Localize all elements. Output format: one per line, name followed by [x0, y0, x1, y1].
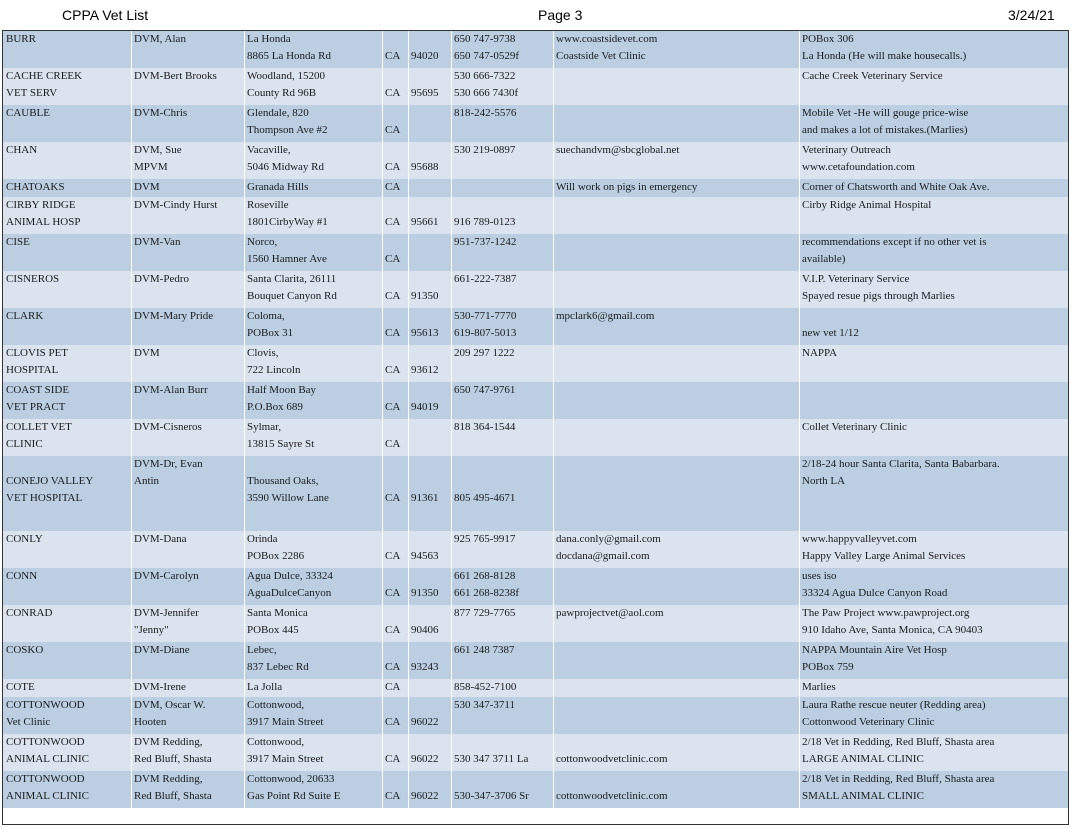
phone-cell: 650 747-0529f: [454, 50, 520, 62]
row-line: [3, 697, 1068, 713]
address-cell: La Honda: [247, 33, 291, 45]
practice-name-cell: CONRAD: [6, 607, 53, 619]
row-line: [3, 771, 1068, 787]
row-line: [3, 473, 1068, 489]
vet-name-cell: Red Bluff, Shasta: [134, 753, 212, 765]
state-cell: CA: [385, 50, 401, 62]
vet-name-cell: DVM-Cisneros: [134, 421, 202, 433]
notes-cell: www.cetafoundation.com: [802, 161, 915, 173]
address-cell: P.O.Box 689: [247, 401, 303, 413]
phone-cell: 530 666-7322: [454, 70, 516, 82]
zip-cell: 94563: [411, 550, 439, 562]
phone-cell: 858-452-7100: [454, 681, 517, 693]
phone-cell: 530 666 7430f: [454, 87, 519, 99]
vet-name-cell: "Jenny": [134, 624, 169, 636]
state-cell: CA: [385, 587, 401, 599]
address-cell: Agua Dulce, 33324: [247, 570, 333, 582]
state-cell: CA: [385, 181, 401, 193]
notes-cell: V.I.P. Veterinary Service: [802, 273, 910, 285]
vet-name-cell: DVM-Diane: [134, 644, 190, 656]
address-cell: 13815 Sayre St: [247, 438, 315, 450]
zip-cell: 93612: [411, 364, 439, 376]
notes-cell: 2/18 Vet in Redding, Red Bluff, Shasta area: [802, 773, 995, 785]
zip-cell: 94020: [411, 50, 439, 62]
phone-cell: 818-242-5576: [454, 107, 517, 119]
address-cell: 3590 Willow Lane: [247, 492, 329, 504]
row-line: [3, 548, 1068, 564]
row-line: [3, 234, 1068, 250]
notes-cell: 2/18-24 hour Santa Clarita, Santa Babarbara.: [802, 458, 1000, 470]
practice-name-cell: VET PRACT: [6, 401, 66, 413]
vet-name-cell: DVM Redding,: [134, 736, 203, 748]
practice-name-cell: ANIMAL CLINIC: [6, 790, 89, 802]
address-cell: POBox 31: [247, 327, 294, 339]
vet-name-cell: MPVM: [134, 161, 168, 173]
vet-name-cell: Red Bluff, Shasta: [134, 790, 212, 802]
practice-name-cell: CHATOAKS: [6, 181, 65, 193]
table-row: [3, 105, 1068, 142]
practice-name-cell: BURR: [6, 33, 36, 45]
notes-cell: POBox 306: [802, 33, 854, 45]
practice-name-cell: ANIMAL CLINIC: [6, 753, 89, 765]
notes-cell: recommendations except if no other vet is: [802, 236, 987, 248]
email-cell: dana.conly@gmail.com: [556, 533, 661, 545]
notes-cell: 33324 Agua Dulce Canyon Road: [802, 587, 948, 599]
row-line: [3, 325, 1068, 341]
state-cell: CA: [385, 253, 401, 265]
practice-name-cell: CACHE CREEK: [6, 70, 83, 82]
state-cell: CA: [385, 661, 401, 673]
vet-name-cell: DVM-Bert Brooks: [134, 70, 217, 82]
row-line: [3, 159, 1068, 175]
table-row: [3, 456, 1068, 531]
row-line: [3, 568, 1068, 584]
notes-cell: available): [802, 253, 846, 265]
address-cell: 3917 Main Street: [247, 716, 324, 728]
practice-name-cell: COAST SIDE: [6, 384, 70, 396]
zip-cell: 91350: [411, 587, 439, 599]
row-line: [3, 419, 1068, 435]
state-cell: CA: [385, 681, 401, 693]
table-row: [3, 68, 1068, 105]
email-cell: docdana@gmail.com: [556, 550, 650, 562]
practice-name-cell: COTTONWOOD: [6, 773, 85, 785]
column-divider: [553, 31, 554, 825]
state-cell: CA: [385, 716, 401, 728]
table-row: [3, 697, 1068, 734]
email-cell: Coastside Vet Clinic: [556, 50, 646, 62]
address-cell: Norco,: [247, 236, 278, 248]
table-row: [3, 382, 1068, 419]
phone-cell: 650 747-9738: [454, 33, 516, 45]
zip-cell: 96022: [411, 790, 439, 802]
address-cell: Vacaville,: [247, 144, 291, 156]
practice-name-cell: COTE: [6, 681, 35, 693]
practice-name-cell: COLLET VET: [6, 421, 72, 433]
address-cell: Santa Monica: [247, 607, 308, 619]
notes-cell: Cache Creek Veterinary Service: [802, 70, 943, 82]
state-cell: CA: [385, 364, 401, 376]
row-line: [3, 345, 1068, 361]
notes-cell: Spayed resue pigs through Marlies: [802, 290, 955, 302]
zip-cell: 95695: [411, 87, 439, 99]
notes-cell: SMALL ANIMAL CLINIC: [802, 790, 925, 802]
address-cell: Woodland, 15200: [247, 70, 325, 82]
table-row: [3, 771, 1068, 808]
row-line: [3, 85, 1068, 101]
practice-name-cell: CLARK: [6, 310, 44, 322]
row-line: [3, 31, 1068, 47]
address-cell: Thousand Oaks,: [247, 475, 319, 487]
row-line: [3, 659, 1068, 675]
zip-cell: 93243: [411, 661, 439, 673]
phone-cell: 661 248 7387: [454, 644, 515, 656]
table-row: [3, 419, 1068, 456]
vet-name-cell: DVM-Cindy Hurst: [134, 199, 218, 211]
email-cell: cottonwoodvetclinic.com: [556, 753, 668, 765]
table-row: [3, 271, 1068, 308]
notes-cell: Laura Rathe rescue neuter (Redding area): [802, 699, 986, 711]
address-cell: 5046 Midway Rd: [247, 161, 324, 173]
notes-cell: Collet Veterinary Clinic: [802, 421, 907, 433]
vet-name-cell: DVM-Carolyn: [134, 570, 199, 582]
phone-cell: 951-737-1242: [454, 236, 517, 248]
phone-cell: 650 747-9761: [454, 384, 516, 396]
row-line: [3, 642, 1068, 658]
notes-cell: new vet 1/12: [802, 327, 859, 339]
column-divider: [131, 31, 132, 825]
notes-cell: Marlies: [802, 681, 836, 693]
address-cell: 3917 Main Street: [247, 753, 324, 765]
vet-name-cell: DVM-Dana: [134, 533, 187, 545]
zip-cell: 94019: [411, 401, 439, 413]
table-row: [3, 179, 1068, 197]
address-cell: POBox 2286: [247, 550, 305, 562]
row-line: [3, 531, 1068, 547]
vet-name-cell: DVM, Alan: [134, 33, 186, 45]
email-cell: www.coastsidevet.com: [556, 33, 658, 45]
row-line: [3, 751, 1068, 767]
notes-cell: La Honda (He will make housecalls.): [802, 50, 967, 62]
state-cell: CA: [385, 492, 401, 504]
row-line: [3, 122, 1068, 138]
phone-cell: 619-807-5013: [454, 327, 517, 339]
row-line: [3, 622, 1068, 638]
practice-name-cell: HOSPITAL: [6, 364, 59, 376]
row-line: [3, 679, 1068, 695]
row-line: [3, 734, 1068, 750]
row-line: [3, 382, 1068, 398]
table-row: [3, 31, 1068, 68]
table-row: [3, 531, 1068, 568]
notes-cell: Happy Valley Large Animal Services: [802, 550, 966, 562]
practice-name-cell: Vet Clinic: [6, 716, 51, 728]
notes-cell: NAPPA Mountain Aire Vet Hosp: [802, 644, 947, 656]
notes-cell: 910 Idaho Ave, Santa Monica, CA 90403: [802, 624, 983, 636]
table-row: [3, 605, 1068, 642]
row-line: [3, 605, 1068, 621]
address-cell: Bouquet Canyon Rd: [247, 290, 337, 302]
address-cell: La Jolla: [247, 681, 283, 693]
table-row: [3, 568, 1068, 605]
phone-cell: 530 347 3711 La: [454, 753, 529, 765]
practice-name-cell: COTTONWOOD: [6, 736, 85, 748]
address-cell: Coloma,: [247, 310, 285, 322]
vet-table: [2, 30, 1069, 825]
practice-name-cell: CHAN: [6, 144, 38, 156]
vet-name-cell: DVM, Sue: [134, 144, 182, 156]
vet-name-cell: Hooten: [134, 716, 167, 728]
state-cell: CA: [385, 216, 401, 228]
notes-cell: Veterinary Outreach: [802, 144, 891, 156]
row-line: [3, 362, 1068, 378]
page-number: Page 3: [538, 7, 583, 23]
address-cell: Clovis,: [247, 347, 279, 359]
vet-name-cell: DVM-Mary Pride: [134, 310, 214, 322]
practice-name-cell: CAUBLE: [6, 107, 50, 119]
email-cell: pawprojectvet@aol.com: [556, 607, 664, 619]
state-cell: CA: [385, 161, 401, 173]
table-row: [3, 234, 1068, 271]
table-row: [3, 197, 1068, 234]
practice-name-cell: CONN: [6, 570, 38, 582]
row-line: [3, 197, 1068, 213]
notes-cell: Cirby Ridge Animal Hospital: [802, 199, 932, 211]
practice-name-cell: CLINIC: [6, 438, 43, 450]
row-line: [3, 271, 1068, 287]
practice-name-cell: COSKO: [6, 644, 44, 656]
notes-cell: Cottonwood Veterinary Clinic: [802, 716, 935, 728]
state-cell: CA: [385, 401, 401, 413]
zip-cell: 96022: [411, 716, 439, 728]
email-cell: Will work on pigs in emergency: [556, 181, 698, 193]
vet-name-cell: DVM-Pedro: [134, 273, 189, 285]
notes-cell: www.happyvalleyvet.com: [802, 533, 917, 545]
column-divider: [451, 31, 452, 825]
address-cell: Lebec,: [247, 644, 277, 656]
practice-name-cell: CISNEROS: [6, 273, 60, 285]
notes-cell: and makes a lot of mistakes.(Marlies): [802, 124, 968, 136]
address-cell: Cottonwood,: [247, 699, 305, 711]
phone-cell: 805 495-4671: [454, 492, 516, 504]
column-divider: [382, 31, 383, 825]
zip-cell: 95613: [411, 327, 439, 339]
address-cell: Half Moon Bay: [247, 384, 317, 396]
row-line: [3, 142, 1068, 158]
address-cell: Gas Point Rd Suite E: [247, 790, 341, 802]
address-cell: Cottonwood,: [247, 736, 305, 748]
row-line: [3, 288, 1068, 304]
email-cell: mpclark6@gmail.com: [556, 310, 655, 322]
phone-cell: 916 789-0123: [454, 216, 516, 228]
table-row: [3, 308, 1068, 345]
column-divider: [408, 31, 409, 825]
notes-cell: Corner of Chatsworth and White Oak Ave.: [802, 181, 990, 193]
address-cell: POBox 445: [247, 624, 299, 636]
vet-name-cell: DVM-Alan Burr: [134, 384, 208, 396]
phone-cell: 209 297 1222: [454, 347, 515, 359]
address-cell: Sylmar,: [247, 421, 282, 433]
email-cell: suechandvm@sbcglobal.net: [556, 144, 680, 156]
practice-name-cell: CIRBY RIDGE: [6, 199, 76, 211]
vet-name-cell: DVM, Oscar W.: [134, 699, 206, 711]
practice-name-cell: CISE: [6, 236, 30, 248]
address-cell: 722 Lincoln: [247, 364, 301, 376]
row-line: [3, 308, 1068, 324]
address-cell: AguaDulceCanyon: [247, 587, 332, 599]
address-cell: County Rd 96B: [247, 87, 317, 99]
state-cell: CA: [385, 327, 401, 339]
practice-name-cell: COTTONWOOD: [6, 699, 85, 711]
state-cell: CA: [385, 550, 401, 562]
column-divider: [799, 31, 800, 825]
page-header: [0, 0, 1075, 30]
state-cell: CA: [385, 438, 401, 450]
address-cell: Santa Clarita, 26111: [247, 273, 337, 285]
row-line: [3, 399, 1068, 415]
row-line: [3, 788, 1068, 804]
state-cell: CA: [385, 87, 401, 99]
address-cell: 1801CirbyWay #1: [247, 216, 328, 228]
phone-cell: 925 765-9917: [454, 533, 516, 545]
state-cell: CA: [385, 290, 401, 302]
list-date: 3/24/21: [1008, 7, 1055, 23]
address-cell: 837 Lebec Rd: [247, 661, 309, 673]
notes-cell: North LA: [802, 475, 846, 487]
column-divider: [244, 31, 245, 825]
notes-cell: uses iso: [802, 570, 837, 582]
list-title: CPPA Vet List: [62, 7, 149, 23]
phone-cell: 661 268-8128: [454, 570, 516, 582]
practice-name-cell: CONLY: [6, 533, 43, 545]
notes-cell: NAPPA: [802, 347, 838, 359]
zip-cell: 90406: [411, 624, 439, 636]
zip-cell: 96022: [411, 753, 439, 765]
vet-name-cell: DVM: [134, 347, 160, 359]
notes-cell: 2/18 Vet in Redding, Red Bluff, Shasta area: [802, 736, 995, 748]
address-cell: Granada Hills: [247, 181, 309, 193]
row-line: [3, 214, 1068, 230]
notes-cell: The Paw Project www.pawproject.org: [802, 607, 970, 619]
address-cell: Thompson Ave #2: [247, 124, 328, 136]
practice-name-cell: VET SERV: [6, 87, 58, 99]
address-cell: Orinda: [247, 533, 278, 545]
phone-cell: 530 219-0897: [454, 144, 516, 156]
address-cell: Cottonwood, 20633: [247, 773, 335, 785]
address-cell: 1560 Hamner Ave: [247, 253, 327, 265]
phone-cell: 530 347-3711: [454, 699, 516, 711]
row-line: [3, 251, 1068, 267]
phone-cell: 661-222-7387: [454, 273, 517, 285]
practice-name-cell: ANIMAL HOSP: [6, 216, 81, 228]
row-line: [3, 105, 1068, 121]
practice-name-cell: CLOVIS PET: [6, 347, 69, 359]
vet-name-cell: Antin: [134, 475, 160, 487]
phone-cell: 818 364-1544: [454, 421, 516, 433]
zip-cell: 91361: [411, 492, 439, 504]
address-cell: 8865 La Honda Rd: [247, 50, 332, 62]
row-line: [3, 585, 1068, 601]
email-cell: cottonwoodvetclinic.com: [556, 790, 668, 802]
vet-name-cell: DVM-Van: [134, 236, 181, 248]
state-cell: CA: [385, 790, 401, 802]
notes-cell: Mobile Vet -He will gouge price-wise: [802, 107, 969, 119]
table-row: [3, 345, 1068, 382]
row-line: [3, 68, 1068, 84]
row-line: [3, 714, 1068, 730]
vet-name-cell: DVM-Jennifer: [134, 607, 199, 619]
zip-cell: 95688: [411, 161, 439, 173]
practice-name-cell: CONEJO VALLEY: [6, 475, 94, 487]
table-row: [3, 142, 1068, 179]
table-row: [3, 734, 1068, 771]
state-cell: CA: [385, 124, 401, 136]
state-cell: CA: [385, 753, 401, 765]
phone-cell: 877 729-7765: [454, 607, 516, 619]
phone-cell: 530-771-7770: [454, 310, 517, 322]
row-line: [3, 490, 1068, 506]
vet-name-cell: DVM: [134, 181, 160, 193]
notes-cell: POBox 759: [802, 661, 854, 673]
zip-cell: 91350: [411, 290, 439, 302]
row-line: [3, 179, 1068, 195]
practice-name-cell: VET HOSPITAL: [6, 492, 83, 504]
zip-cell: 95661: [411, 216, 439, 228]
vet-name-cell: DVM-Irene: [134, 681, 186, 693]
notes-cell: LARGE ANIMAL CLINIC: [802, 753, 924, 765]
table-row: [3, 642, 1068, 679]
phone-cell: 661 268-8238f: [454, 587, 520, 599]
table-row: [3, 679, 1068, 697]
address-cell: Glendale, 820: [247, 107, 309, 119]
address-cell: Roseville: [247, 199, 289, 211]
vet-name-cell: DVM-Chris: [134, 107, 188, 119]
row-line: [3, 48, 1068, 64]
vet-name-cell: DVM-Dr, Evan: [134, 458, 203, 470]
row-line: [3, 436, 1068, 452]
vet-name-cell: DVM Redding,: [134, 773, 203, 785]
phone-cell: 530-347-3706 Sr: [454, 790, 529, 802]
state-cell: CA: [385, 624, 401, 636]
row-line: [3, 456, 1068, 472]
